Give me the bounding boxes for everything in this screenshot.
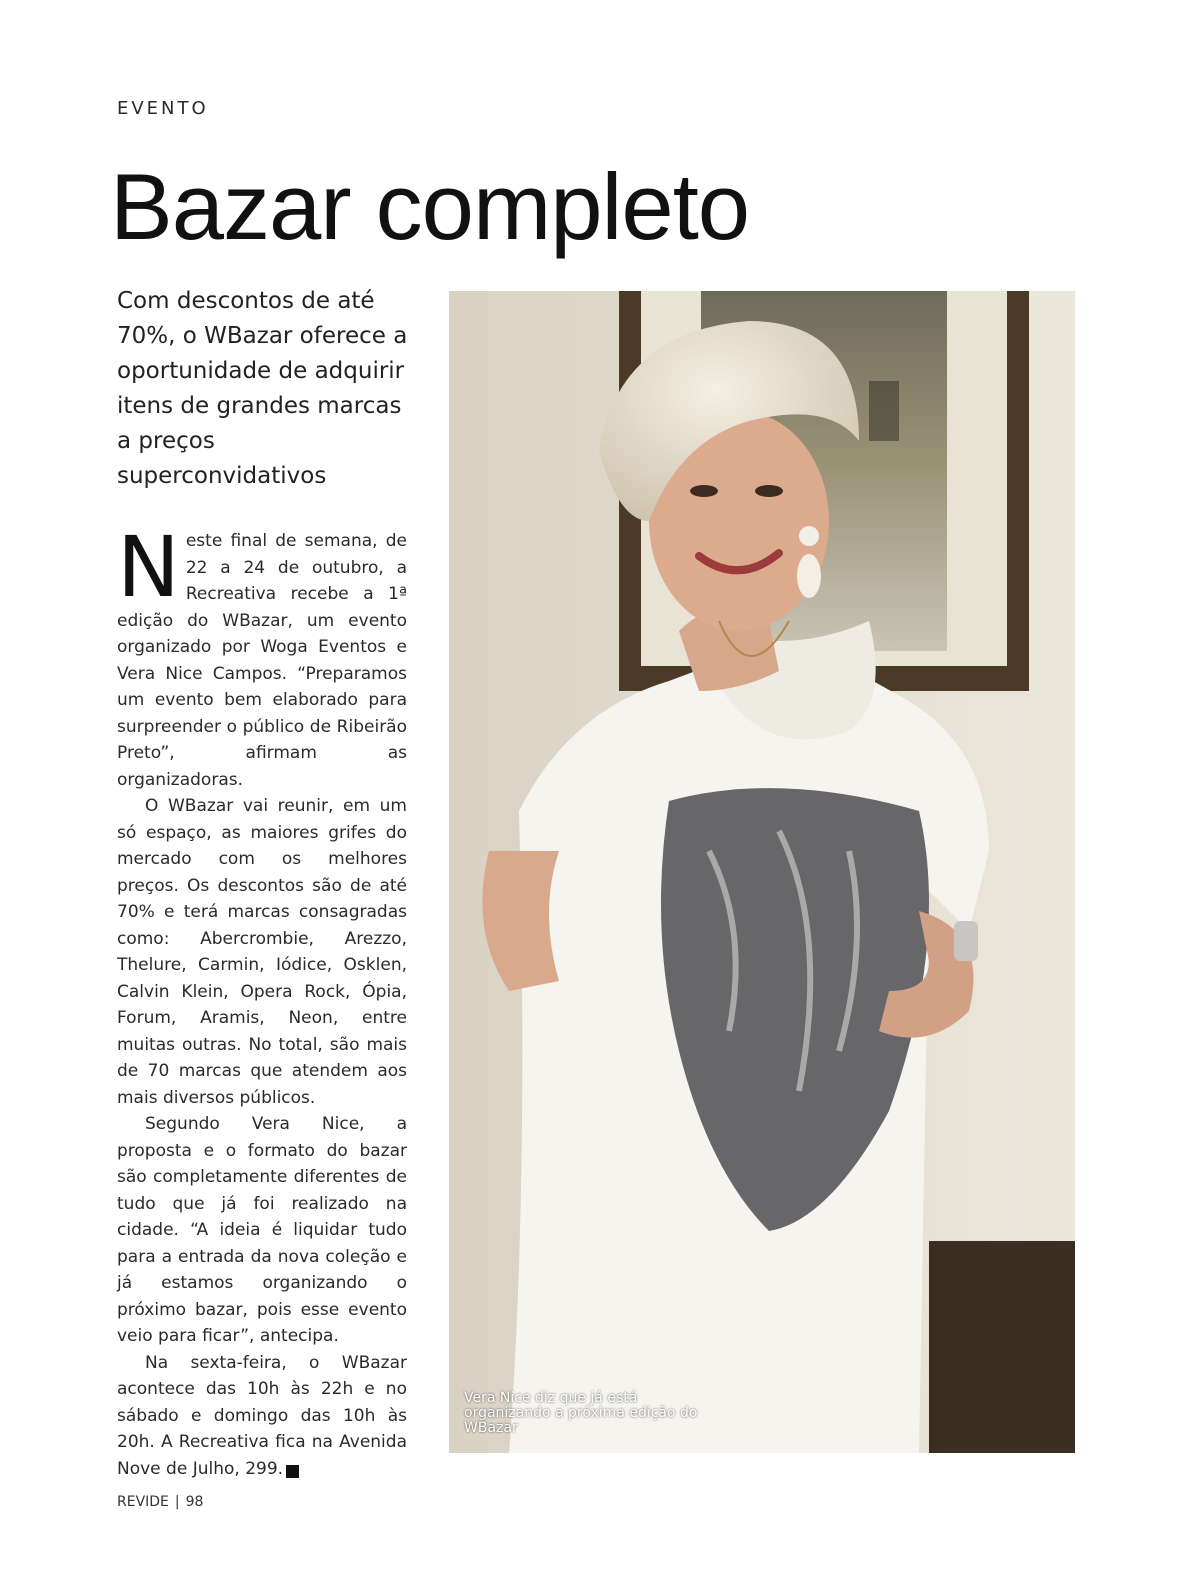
paragraph-text: este final de semana, de 22 a 24 de outubro, a Recreativa recebe a 1ª edição do WBazar, um evento organizado por Woga Eventos e Vera Nice Campos. “Preparamos um evento bem elaborado para surpreender o público de Ribeirão Preto”, afirmam as organizadoras.: [117, 531, 407, 790]
earring-drop: [797, 554, 821, 598]
portrait-illustration: [449, 291, 1075, 1453]
article-paragraph: [117, 518, 407, 793]
page-number: 98: [185, 1494, 204, 1510]
article-paragraph: [117, 1350, 407, 1483]
headline: Bazar completo: [110, 154, 750, 259]
right-eye: [755, 485, 783, 497]
portrait-photo: [449, 291, 1075, 1453]
section-label: EVENTO: [117, 98, 209, 119]
earring-top: [799, 526, 819, 546]
article-paragraph: Segundo Vera Nice, a proposta e o formato do bazar são completamente diferentes de tudo que já foi realizado na cidade. “A ideia é liquidar tudo para a entrada da nova coleção e já estamos organizando o próximo bazar, pois esse evento veio para ficar”, antecipa.: [117, 1114, 407, 1346]
article-paragraph: O WBazar vai reunir, em um só espaço, as maiores grifes do mercado com os melhores preços. Os descontos são de até 70% e terá marcas consagradas como: Abercrombie, Arezzo, Thelure, Carmin, Iódice, Osklen, Calvin Klein, Opera Rock, Ópia, Forum, Aramis, Neon, entre muitas outras. No total, são mais de 70 marcas que atendem aos mais diversos públicos.: [117, 796, 407, 1108]
paragraph-text: Na sexta-feira, o WBazar acontece das 10h às 22h e no sábado e domingo das 10h às 20h. A Recreativa fica na Avenida Nove de Julho, 299.: [117, 1352, 407, 1479]
drop-cap: N: [117, 518, 180, 616]
page-footer: [117, 1494, 203, 1510]
footer-separator: |: [174, 1494, 180, 1510]
article-body: [117, 518, 407, 1482]
side-table: [929, 1241, 1075, 1453]
end-of-article-icon: r: [286, 1465, 299, 1478]
standfirst: Com descontos de até 70%, o WBazar oferece a oportunidade de adquirir itens de grandes marcas a preços superconvidativos: [117, 288, 408, 489]
picture-window: [869, 381, 899, 441]
wristwatch: [954, 921, 978, 961]
magazine-name: REVIDE: [117, 1494, 169, 1510]
left-eye: [690, 485, 718, 497]
photo-caption: Vera Nice diz que já está organizando a próxima edição do WBazar: [464, 1390, 698, 1436]
